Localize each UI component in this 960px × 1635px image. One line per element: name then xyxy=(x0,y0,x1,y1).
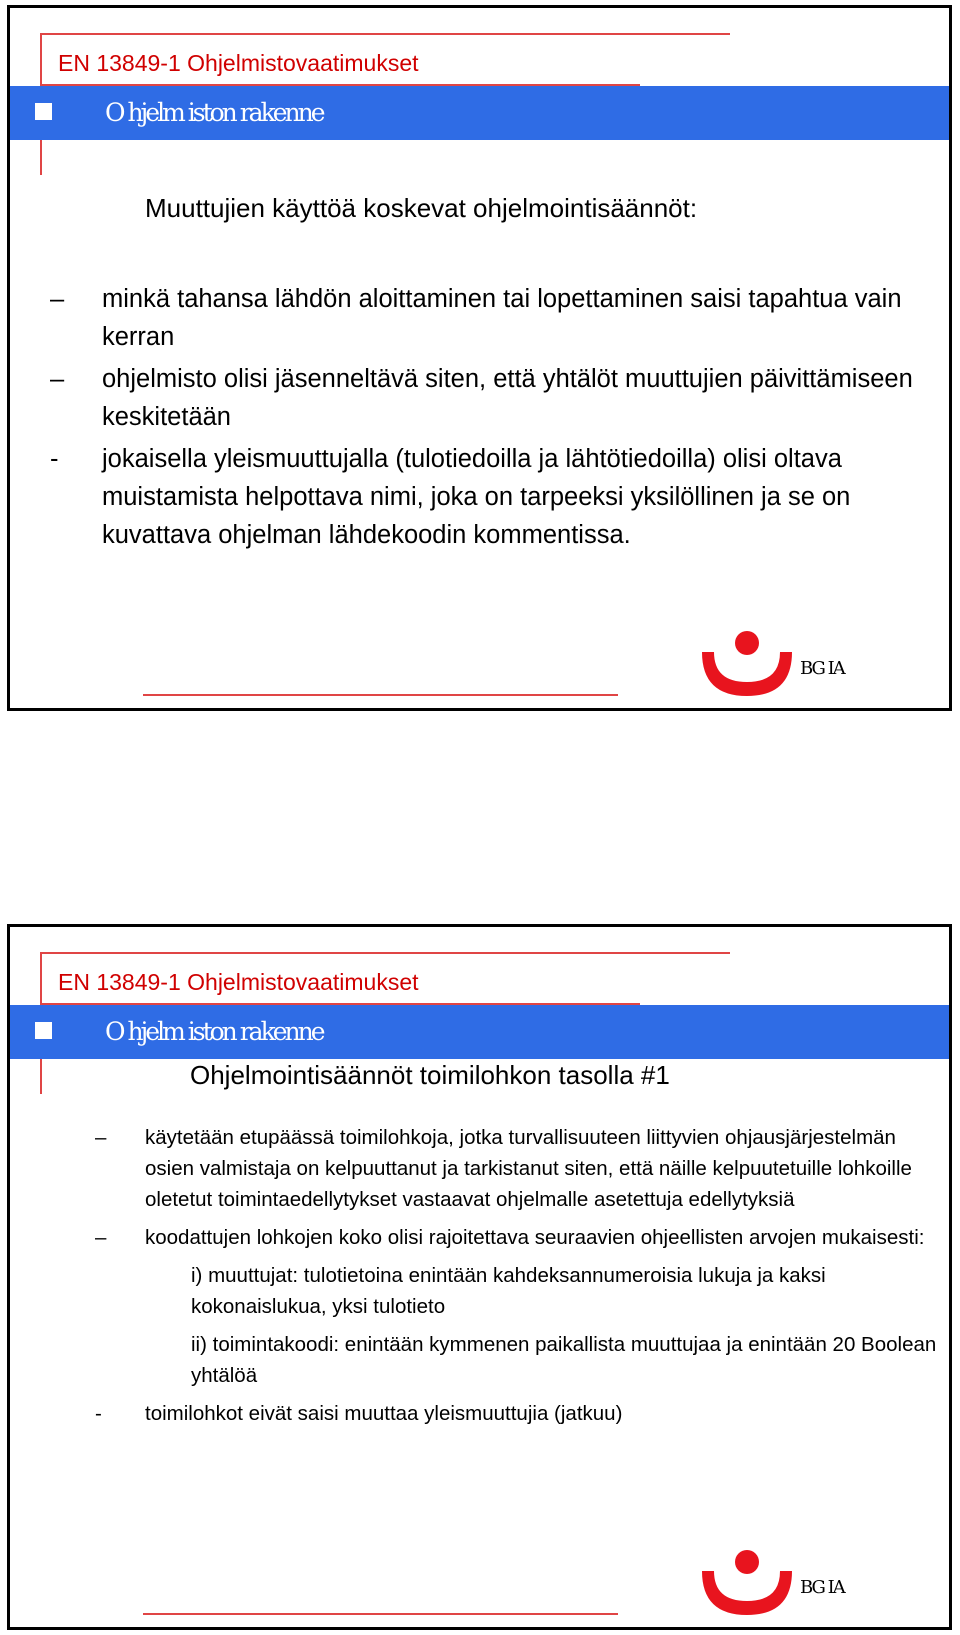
bullet-text: ii) toimintakoodi: enintään kymmenen paikallista muuttujaa ja enintään 20 Boolean yhtälöä xyxy=(191,1333,937,1387)
bullet-text: ohjelmisto olisi jäsenneltävä siten, että yhtälöt muuttujien päivittämiseen keskitetään xyxy=(102,365,913,431)
subtitle-band xyxy=(10,86,952,140)
decor-top-line xyxy=(40,952,730,954)
bullet-marker: – xyxy=(50,365,65,393)
bullet-list xyxy=(50,280,920,558)
logo-text: BG IA xyxy=(800,1577,844,1598)
bullet-item xyxy=(50,440,920,554)
slide-title: EN 13849-1 Ohjelmistovaatimukset xyxy=(58,50,419,76)
slide-1 xyxy=(7,5,952,711)
bullet-marker: - xyxy=(95,1402,102,1425)
bullet-item xyxy=(50,360,920,436)
decor-top-line xyxy=(40,33,730,35)
sub-bullet-item xyxy=(95,1260,945,1322)
bullet-text: jokaisella yleismuuttujalla (tulotiedoilla ja lähtötiedoilla) olisi oltava muistamista helpottava nimi, joka on tarpeeksi yksilöllinen ja se on kuvattava ohjelman lähdekoodin kommentissa. xyxy=(102,445,851,549)
bullet-marker: - xyxy=(50,445,59,473)
slide-heading: Ohjelmointisäännöt toimilohkon tasolla #1 xyxy=(190,1060,670,1090)
bullet-list xyxy=(95,1122,945,1436)
logo-text: BG IA xyxy=(800,658,844,679)
slide-title: EN 13849-1 Ohjelmistovaatimukset xyxy=(58,969,419,995)
bgia-logo-icon xyxy=(700,1549,795,1619)
subtitle-band xyxy=(10,1005,952,1059)
bgia-logo-icon xyxy=(700,630,795,700)
bullet-text: i) muuttujat: tulotietoina enintään kahdeksannumeroisia lukuja ja kaksi kokonaislukua, yksi tulotieto xyxy=(191,1264,826,1318)
bullet-item xyxy=(95,1122,945,1215)
bullet-item xyxy=(95,1398,945,1429)
bullet-marker: – xyxy=(50,285,65,313)
slide-heading: Muuttujien käyttöä koskevat ohjelmointisäännöt: xyxy=(145,193,698,223)
footer-line xyxy=(143,1613,618,1615)
slide-subtitle: O hjelm iston rakenne xyxy=(105,98,323,127)
slide-2 xyxy=(7,924,952,1630)
bullet-square-icon xyxy=(35,103,52,120)
bullet-text: koodattujen lohkojen koko olisi rajoitettava seuraavien ohjeellisten arvojen mukaisesti: xyxy=(145,1226,925,1249)
bullet-square-icon xyxy=(35,1022,52,1039)
bullet-marker: – xyxy=(95,1226,107,1249)
bullet-text: käytetään etupäässä toimilohkoja, jotka turvallisuuteen liittyvien ohjausjärjestelmän osien valmistaja on kelpuuttanut ja tarkistanut siten, että näille kelpuutetuille lohkoille oletetut toimintaedellytykset vastaavat ohjelmalle asetettuja edellytyksiä xyxy=(145,1126,912,1211)
bullet-text: toimilohkot eivät saisi muuttaa yleismuuttujia (jatkuu) xyxy=(145,1402,623,1425)
bullet-item xyxy=(95,1222,945,1253)
sub-bullet-item xyxy=(95,1329,945,1391)
bullet-text: minkä tahansa lähdön aloittaminen tai lopettaminen saisi tapahtua vain kerran xyxy=(102,285,902,351)
bullet-item xyxy=(50,280,920,356)
footer-line xyxy=(143,694,618,696)
slide-subtitle: O hjelm iston rakenne xyxy=(105,1017,323,1046)
bullet-marker: – xyxy=(95,1126,107,1149)
